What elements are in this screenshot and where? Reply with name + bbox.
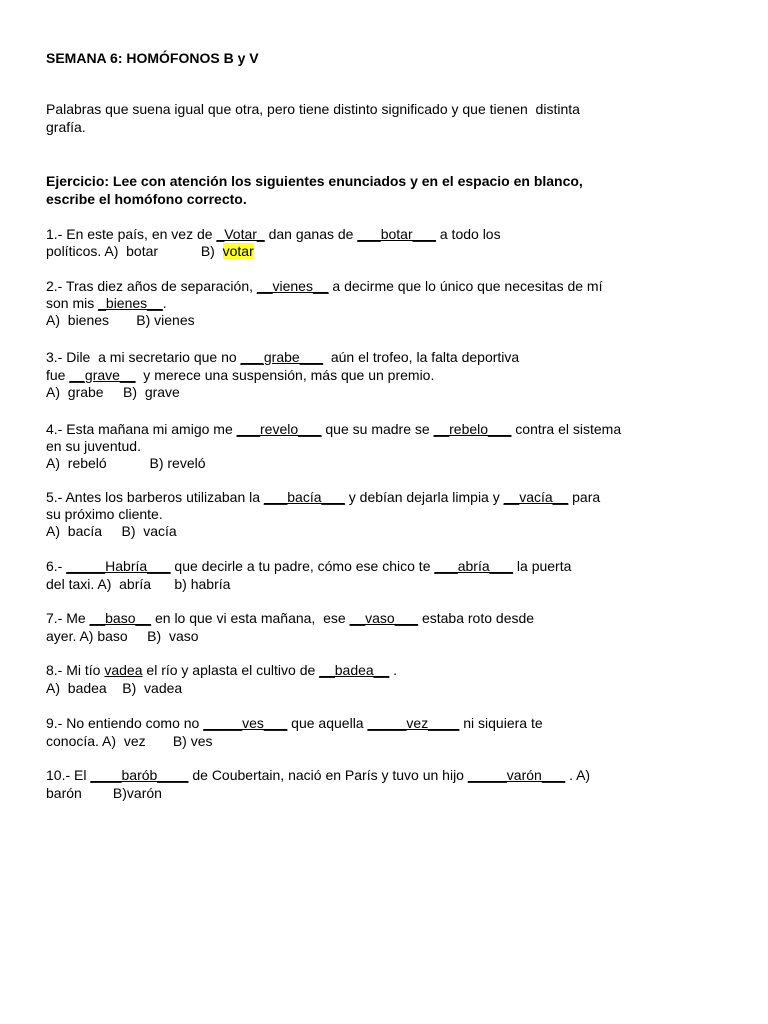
question-10-answer-2: _____varón___ (467, 767, 566, 783)
question-2-answer-1: __vienes__ (256, 278, 329, 294)
question-2-answer-2: _bienes__ (98, 295, 163, 311)
question-7-answer-2: __vaso___ (349, 610, 419, 626)
question-3-answer-2: __grave__ (69, 367, 136, 383)
question-7-options: ayer. A) baso B) vaso (46, 628, 199, 644)
highlighted-option: votar (222, 243, 254, 259)
question-5-answer-1: ___bacía___ (263, 489, 345, 505)
question-1-answer-2: ___botar___ (357, 226, 436, 242)
question-7-line-1: 7.- Me __baso__ en lo que vi esta mañana, ese __vaso___ estaba roto desde (46, 610, 535, 626)
question-7-answer-1: __baso__ (89, 610, 152, 626)
question-2-line-2: son mis _bienes__. (46, 295, 167, 311)
definition-line-1: Palabras que suena igual que otra, pero tiene distinto significado y que tienen distinta (46, 101, 580, 117)
instruction-line-1: Ejercicio: Lee con atención los siguientes enunciados y en el espacio en blanco, (46, 173, 583, 189)
question-8-line-1: 8.- Mi tío vadea el río y aplasta el cultivo de __badea__ . (46, 662, 398, 678)
question-6-answer-2: ___abría___ (434, 558, 514, 574)
question-9-line-1: 9.- No entiendo como no _____ves___ que aquella _____vez____ ni siquiera te (46, 715, 543, 731)
instruction-line-2: escribe el homófono correcto. (46, 191, 247, 207)
question-10-answer-1: ____barób____ (90, 767, 189, 783)
question-5-answer-2: __vacía__ (503, 489, 569, 505)
question-3-line-2: fue __grave__ y merece una suspensión, más que un premio. (46, 367, 435, 383)
question-1-answer-1: _Votar_ (216, 226, 265, 242)
question-3-options: A) grabe B) grave (46, 384, 180, 400)
question-1-line-1: 1.- En este país, en vez de _Votar_ dan ganas de ___botar___ a todo los (46, 226, 501, 242)
question-9-answer-2: _____vez____ (367, 715, 460, 731)
question-4-line-1: 4.- Esta mañana mi amigo me ___revelo___ que su madre se __rebelo___ contra el sistema (46, 421, 622, 437)
question-5-line-1: 5.- Antes los barberos utilizaban la ___bacía___ y debían dejarla limpia y __vacía__ para (46, 489, 601, 505)
question-8-answer-1: vadea (104, 662, 143, 678)
question-4-line-2: en su juventud. (46, 438, 141, 454)
question-4-options: A) rebeló B) reveló (46, 455, 206, 471)
question-9-options: conocía. A) vez B) ves (46, 733, 213, 749)
question-4-answer-2: __rebelo___ (433, 421, 512, 437)
question-3-line-1: 3.- Dile a mi secretario que no ___grabe___ aún el trofeo, la falta deportiva (46, 349, 520, 365)
question-6-options: del taxi. A) abría b) habría (46, 576, 231, 592)
question-1-options: políticos. A) botar B) votar (46, 243, 254, 259)
question-8-options: A) badea B) vadea (46, 680, 183, 696)
page-title: SEMANA 6: HOMÓFONOS B y V (46, 50, 259, 66)
definition-line-2: grafía. (46, 119, 86, 135)
question-6-line-1: 6.- _____Habría___ que decirle a tu padre, cómo ese chico te ___abría___ la puerta (46, 558, 572, 574)
question-3-answer-1: ___grabe___ (240, 349, 324, 365)
question-5-line-2: su próximo cliente. (46, 506, 163, 522)
question-2-options: A) bienes B) vienes (46, 312, 195, 328)
question-10-options: barón B)varón (46, 785, 162, 801)
question-9-answer-1: _____ves___ (203, 715, 288, 731)
question-8-answer-2: __badea__ (319, 662, 390, 678)
question-2-line-1: 2.- Tras diez años de separación, __vienes__ a decirme que lo único que necesitas de mí (46, 278, 603, 294)
question-6-answer-1: _____Habría___ (66, 558, 171, 574)
question-10-line-1: 10.- El ____barób____ de Coubertain, nació en París y tuvo un hijo _____varón___ . A) (46, 767, 591, 783)
question-4-answer-1: ___revelo___ (236, 421, 322, 437)
question-5-options: A) bacía B) vacía (46, 523, 177, 539)
